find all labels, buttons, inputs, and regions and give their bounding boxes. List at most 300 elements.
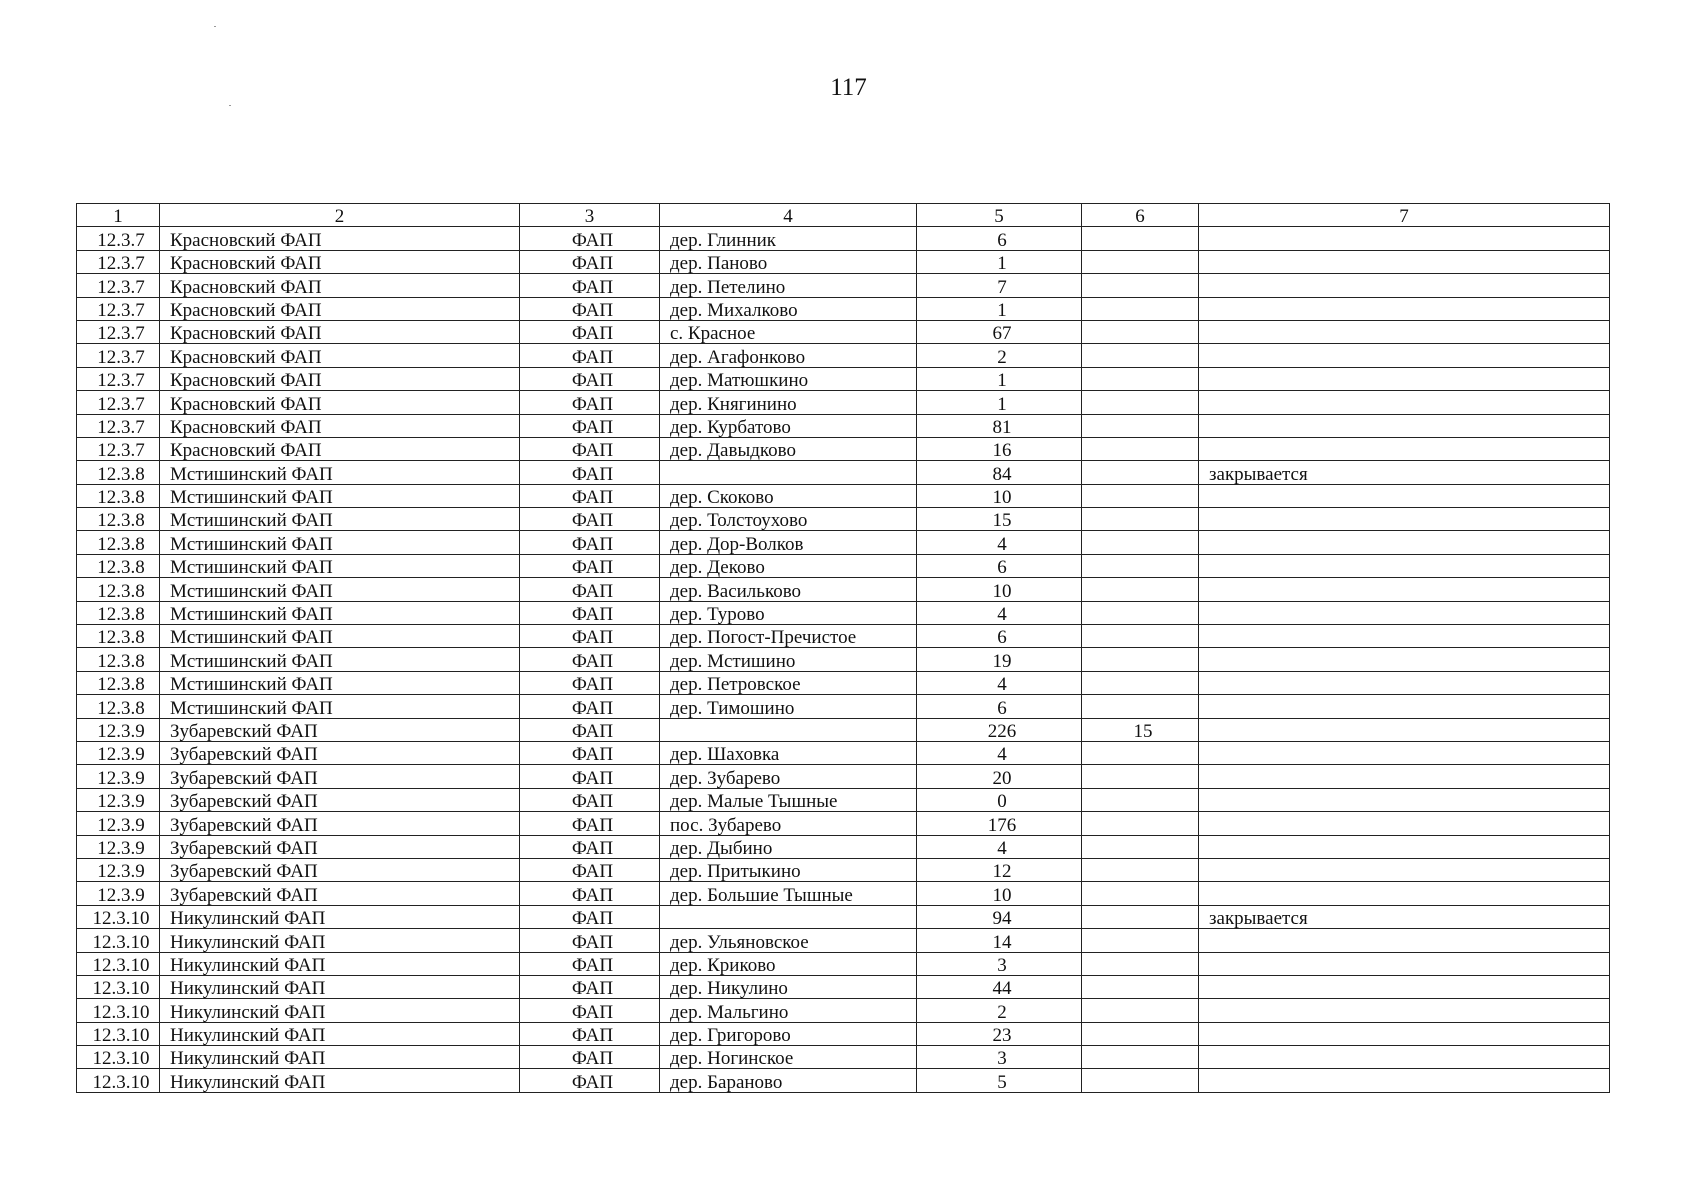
note-cell: закрывается: [1199, 905, 1610, 928]
facility-type-cell: ФАП: [520, 508, 660, 531]
settlement-cell: дер. Бараново: [660, 1069, 917, 1092]
population-cell: 81: [917, 414, 1082, 437]
facility-name-cell: Мстишинский ФАП: [160, 601, 520, 624]
settlement-cell: дер. Ульяновское: [660, 929, 917, 952]
note-cell: [1199, 227, 1610, 250]
note-cell: [1199, 765, 1610, 788]
column-number: 4: [660, 204, 917, 227]
column-6-cell: [1082, 929, 1199, 952]
note-cell: [1199, 344, 1610, 367]
population-cell: 6: [917, 554, 1082, 577]
settlement-cell: дер. Притыкино: [660, 858, 917, 881]
population-cell: 1: [917, 250, 1082, 273]
settlement-cell: дер. Криково: [660, 952, 917, 975]
facility-name-cell: Мстишинский ФАП: [160, 695, 520, 718]
table-row: [77, 952, 1610, 975]
column-6-cell: [1082, 975, 1199, 998]
item-number-cell: 12.3.8: [77, 484, 160, 507]
item-number-cell: 12.3.8: [77, 578, 160, 601]
item-number-cell: 12.3.7: [77, 344, 160, 367]
column-6-cell: [1082, 391, 1199, 414]
column-6-cell: [1082, 741, 1199, 764]
column-6-cell: [1082, 274, 1199, 297]
note-cell: [1199, 508, 1610, 531]
item-number-cell: 12.3.9: [77, 858, 160, 881]
facility-name-cell: Никулинский ФАП: [160, 1046, 520, 1069]
item-number-cell: 12.3.8: [77, 695, 160, 718]
note-cell: [1199, 952, 1610, 975]
item-number-cell: 12.3.9: [77, 835, 160, 858]
facility-type-cell: ФАП: [520, 1069, 660, 1092]
facility-name-cell: Никулинский ФАП: [160, 999, 520, 1022]
item-number-cell: 12.3.10: [77, 905, 160, 928]
population-cell: 20: [917, 765, 1082, 788]
facility-type-cell: ФАП: [520, 952, 660, 975]
column-6-cell: [1082, 578, 1199, 601]
column-6-cell: [1082, 484, 1199, 507]
scan-speck: [229, 105, 231, 106]
item-number-cell: 12.3.8: [77, 625, 160, 648]
population-cell: 23: [917, 1022, 1082, 1045]
facility-type-cell: ФАП: [520, 344, 660, 367]
item-number-cell: 12.3.7: [77, 414, 160, 437]
settlement-cell: дер. Мальгино: [660, 999, 917, 1022]
item-number-cell: 12.3.10: [77, 929, 160, 952]
facility-type-cell: ФАП: [520, 929, 660, 952]
table-row: [77, 508, 1610, 531]
settlement-cell: дер. Михалково: [660, 297, 917, 320]
note-cell: [1199, 320, 1610, 343]
settlement-cell: [660, 905, 917, 928]
population-cell: 0: [917, 788, 1082, 811]
table-row: [77, 601, 1610, 624]
page-number: 117: [830, 74, 867, 101]
settlement-cell: дер. Шаховка: [660, 741, 917, 764]
table-row: [77, 250, 1610, 273]
item-number-cell: 12.3.8: [77, 554, 160, 577]
item-number-cell: 12.3.8: [77, 531, 160, 554]
column-6-cell: 15: [1082, 718, 1199, 741]
note-cell: [1199, 531, 1610, 554]
note-cell: [1199, 578, 1610, 601]
facility-name-cell: Зубаревский ФАП: [160, 741, 520, 764]
item-number-cell: 12.3.9: [77, 882, 160, 905]
note-cell: [1199, 391, 1610, 414]
table-row: [77, 695, 1610, 718]
facility-name-cell: Никулинский ФАП: [160, 905, 520, 928]
population-cell: 3: [917, 1046, 1082, 1069]
table-row: [77, 741, 1610, 764]
facility-type-cell: ФАП: [520, 882, 660, 905]
population-cell: 10: [917, 882, 1082, 905]
settlement-cell: дер. Турово: [660, 601, 917, 624]
item-number-cell: 12.3.8: [77, 461, 160, 484]
facility-type-cell: ФАП: [520, 461, 660, 484]
column-6-cell: [1082, 952, 1199, 975]
note-cell: [1199, 882, 1610, 905]
population-cell: 67: [917, 320, 1082, 343]
population-cell: 1: [917, 367, 1082, 390]
population-cell: 4: [917, 671, 1082, 694]
settlement-cell: дер. Княгинино: [660, 391, 917, 414]
population-cell: 10: [917, 578, 1082, 601]
item-number-cell: 12.3.7: [77, 274, 160, 297]
table-row: [77, 671, 1610, 694]
facility-type-cell: ФАП: [520, 484, 660, 507]
column-6-cell: [1082, 437, 1199, 460]
facility-type-cell: ФАП: [520, 274, 660, 297]
note-cell: [1199, 929, 1610, 952]
facility-type-cell: ФАП: [520, 788, 660, 811]
table-body: [77, 227, 1610, 1092]
column-6-cell: [1082, 227, 1199, 250]
settlement-cell: дер. Агафонково: [660, 344, 917, 367]
population-cell: 4: [917, 835, 1082, 858]
item-number-cell: 12.3.8: [77, 601, 160, 624]
column-6-cell: [1082, 999, 1199, 1022]
facility-name-cell: Красновский ФАП: [160, 320, 520, 343]
population-cell: 7: [917, 274, 1082, 297]
note-cell: [1199, 1046, 1610, 1069]
column-6-cell: [1082, 812, 1199, 835]
table-row: [77, 274, 1610, 297]
note-cell: [1199, 274, 1610, 297]
column-6-cell: [1082, 367, 1199, 390]
note-cell: [1199, 858, 1610, 881]
facility-name-cell: Зубаревский ФАП: [160, 718, 520, 741]
facility-type-cell: ФАП: [520, 648, 660, 671]
facility-type-cell: ФАП: [520, 227, 660, 250]
note-cell: [1199, 367, 1610, 390]
population-cell: 44: [917, 975, 1082, 998]
item-number-cell: 12.3.7: [77, 250, 160, 273]
settlement-cell: дер. Дор-Волков: [660, 531, 917, 554]
table-row: [77, 882, 1610, 905]
table-row: [77, 391, 1610, 414]
item-number-cell: 12.3.10: [77, 1046, 160, 1069]
note-cell: [1199, 648, 1610, 671]
table-row: [77, 367, 1610, 390]
facility-name-cell: Мстишинский ФАП: [160, 578, 520, 601]
table-row: [77, 788, 1610, 811]
facility-type-cell: ФАП: [520, 625, 660, 648]
facility-type-cell: ФАП: [520, 765, 660, 788]
column-6-cell: [1082, 320, 1199, 343]
note-cell: [1199, 414, 1610, 437]
facility-name-cell: Красновский ФАП: [160, 227, 520, 250]
column-6-cell: [1082, 765, 1199, 788]
settlement-cell: дер. Петровское: [660, 671, 917, 694]
population-cell: 1: [917, 297, 1082, 320]
column-6-cell: [1082, 1022, 1199, 1045]
table-row: [77, 297, 1610, 320]
column-6-cell: [1082, 461, 1199, 484]
settlement-cell: дер. Курбатово: [660, 414, 917, 437]
facility-type-cell: ФАП: [520, 531, 660, 554]
item-number-cell: 12.3.7: [77, 437, 160, 460]
settlement-cell: дер. Глинник: [660, 227, 917, 250]
settlement-cell: дер. Скоково: [660, 484, 917, 507]
fap-registry-table: [76, 203, 1610, 1093]
settlement-cell: с. Красное: [660, 320, 917, 343]
population-cell: 15: [917, 508, 1082, 531]
item-number-cell: 12.3.10: [77, 952, 160, 975]
settlement-cell: дер. Дыбино: [660, 835, 917, 858]
item-number-cell: 12.3.7: [77, 227, 160, 250]
note-cell: [1199, 741, 1610, 764]
table-row: [77, 344, 1610, 367]
settlement-cell: дер. Григорово: [660, 1022, 917, 1045]
column-6-cell: [1082, 1046, 1199, 1069]
note-cell: [1199, 297, 1610, 320]
facility-type-cell: ФАП: [520, 718, 660, 741]
population-cell: 14: [917, 929, 1082, 952]
settlement-cell: дер. Погост-Пречистое: [660, 625, 917, 648]
population-cell: 19: [917, 648, 1082, 671]
facility-type-cell: ФАП: [520, 554, 660, 577]
note-cell: [1199, 601, 1610, 624]
column-6-cell: [1082, 508, 1199, 531]
facility-name-cell: Мстишинский ФАП: [160, 554, 520, 577]
table-row: [77, 858, 1610, 881]
population-cell: 3: [917, 952, 1082, 975]
facility-name-cell: Красновский ФАП: [160, 344, 520, 367]
facility-type-cell: ФАП: [520, 578, 660, 601]
facility-type-cell: ФАП: [520, 367, 660, 390]
table-row: [77, 320, 1610, 343]
note-cell: [1199, 999, 1610, 1022]
table-row: [77, 1069, 1610, 1092]
settlement-cell: дер. Никулино: [660, 975, 917, 998]
item-number-cell: 12.3.10: [77, 975, 160, 998]
column-number: 1: [77, 204, 160, 227]
settlement-cell: [660, 718, 917, 741]
column-6-cell: [1082, 905, 1199, 928]
table-row: [77, 765, 1610, 788]
facility-type-cell: ФАП: [520, 999, 660, 1022]
population-cell: 1: [917, 391, 1082, 414]
note-cell: [1199, 1022, 1610, 1045]
table-row: [77, 1022, 1610, 1045]
facility-type-cell: ФАП: [520, 695, 660, 718]
table-row: [77, 975, 1610, 998]
settlement-cell: дер. Васильково: [660, 578, 917, 601]
column-6-cell: [1082, 835, 1199, 858]
item-number-cell: 12.3.9: [77, 788, 160, 811]
population-cell: 2: [917, 344, 1082, 367]
facility-name-cell: Красновский ФАП: [160, 391, 520, 414]
column-6-cell: [1082, 297, 1199, 320]
column-6-cell: [1082, 344, 1199, 367]
facility-name-cell: Красновский ФАП: [160, 250, 520, 273]
population-cell: 94: [917, 905, 1082, 928]
table-row: [77, 718, 1610, 741]
column-number: 5: [917, 204, 1082, 227]
column-6-cell: [1082, 858, 1199, 881]
settlement-cell: дер. Паново: [660, 250, 917, 273]
settlement-cell: дер. Толстоухово: [660, 508, 917, 531]
item-number-cell: 12.3.7: [77, 297, 160, 320]
table-row: [77, 905, 1610, 928]
facility-type-cell: ФАП: [520, 858, 660, 881]
facility-type-cell: ФАП: [520, 975, 660, 998]
population-cell: 12: [917, 858, 1082, 881]
column-number-row: [77, 204, 1610, 227]
population-cell: 84: [917, 461, 1082, 484]
settlement-cell: дер. Матюшкино: [660, 367, 917, 390]
facility-type-cell: ФАП: [520, 812, 660, 835]
note-cell: закрывается: [1199, 461, 1610, 484]
facility-name-cell: Зубаревский ФАП: [160, 812, 520, 835]
column-6-cell: [1082, 554, 1199, 577]
facility-name-cell: Красновский ФАП: [160, 297, 520, 320]
facility-name-cell: Красновский ФАП: [160, 274, 520, 297]
population-cell: 16: [917, 437, 1082, 460]
note-cell: [1199, 437, 1610, 460]
settlement-cell: дер. Деково: [660, 554, 917, 577]
facility-type-cell: ФАП: [520, 250, 660, 273]
facility-name-cell: Мстишинский ФАП: [160, 671, 520, 694]
item-number-cell: 12.3.8: [77, 508, 160, 531]
column-6-cell: [1082, 601, 1199, 624]
population-cell: 6: [917, 227, 1082, 250]
column-6-cell: [1082, 250, 1199, 273]
population-cell: 10: [917, 484, 1082, 507]
table-row: [77, 835, 1610, 858]
item-number-cell: 12.3.8: [77, 671, 160, 694]
item-number-cell: 12.3.9: [77, 812, 160, 835]
facility-type-cell: ФАП: [520, 741, 660, 764]
note-cell: [1199, 975, 1610, 998]
table-row: [77, 1046, 1610, 1069]
note-cell: [1199, 695, 1610, 718]
table-row: [77, 414, 1610, 437]
note-cell: [1199, 671, 1610, 694]
note-cell: [1199, 554, 1610, 577]
table-row: [77, 227, 1610, 250]
column-6-cell: [1082, 1069, 1199, 1092]
facility-type-cell: ФАП: [520, 671, 660, 694]
settlement-cell: дер. Тимошино: [660, 695, 917, 718]
population-cell: 4: [917, 601, 1082, 624]
table-row: [77, 461, 1610, 484]
settlement-cell: [660, 461, 917, 484]
facility-name-cell: Никулинский ФАП: [160, 1069, 520, 1092]
note-cell: [1199, 1069, 1610, 1092]
item-number-cell: 12.3.7: [77, 320, 160, 343]
facility-type-cell: ФАП: [520, 835, 660, 858]
item-number-cell: 12.3.9: [77, 741, 160, 764]
item-number-cell: 12.3.7: [77, 367, 160, 390]
settlement-cell: дер. Большие Тышные: [660, 882, 917, 905]
facility-name-cell: Красновский ФАП: [160, 367, 520, 390]
facility-name-cell: Мстишинский ФАП: [160, 461, 520, 484]
item-number-cell: 12.3.10: [77, 999, 160, 1022]
note-cell: [1199, 812, 1610, 835]
facility-name-cell: Зубаревский ФАП: [160, 882, 520, 905]
facility-name-cell: Мстишинский ФАП: [160, 531, 520, 554]
settlement-cell: пос. Зубарево: [660, 812, 917, 835]
table-row: [77, 999, 1610, 1022]
facility-name-cell: Зубаревский ФАП: [160, 788, 520, 811]
item-number-cell: 12.3.7: [77, 391, 160, 414]
column-6-cell: [1082, 531, 1199, 554]
facility-type-cell: ФАП: [520, 320, 660, 343]
population-cell: 4: [917, 741, 1082, 764]
facility-name-cell: Никулинский ФАП: [160, 1022, 520, 1045]
column-number: 3: [520, 204, 660, 227]
column-number: 7: [1199, 204, 1610, 227]
scan-speck: [214, 26, 216, 27]
note-cell: [1199, 625, 1610, 648]
note-cell: [1199, 788, 1610, 811]
column-6-cell: [1082, 414, 1199, 437]
population-cell: 226: [917, 718, 1082, 741]
population-cell: 2: [917, 999, 1082, 1022]
note-cell: [1199, 718, 1610, 741]
item-number-cell: 12.3.10: [77, 1069, 160, 1092]
facility-name-cell: Мстишинский ФАП: [160, 648, 520, 671]
table-row: [77, 625, 1610, 648]
facility-name-cell: Мстишинский ФАП: [160, 625, 520, 648]
item-number-cell: 12.3.9: [77, 718, 160, 741]
settlement-cell: дер. Зубарево: [660, 765, 917, 788]
table-row: [77, 812, 1610, 835]
settlement-cell: дер. Малые Тышные: [660, 788, 917, 811]
facility-type-cell: ФАП: [520, 601, 660, 624]
item-number-cell: 12.3.10: [77, 1022, 160, 1045]
column-number: 2: [160, 204, 520, 227]
item-number-cell: 12.3.8: [77, 648, 160, 671]
population-cell: 6: [917, 695, 1082, 718]
facility-name-cell: Зубаревский ФАП: [160, 835, 520, 858]
table-row: [77, 554, 1610, 577]
population-cell: 176: [917, 812, 1082, 835]
settlement-cell: дер. Давыдково: [660, 437, 917, 460]
facility-name-cell: Мстишинский ФАП: [160, 484, 520, 507]
column-6-cell: [1082, 695, 1199, 718]
facility-name-cell: Мстишинский ФАП: [160, 508, 520, 531]
column-6-cell: [1082, 788, 1199, 811]
column-number: 6: [1082, 204, 1199, 227]
table-row: [77, 484, 1610, 507]
settlement-cell: дер. Ногинское: [660, 1046, 917, 1069]
facility-type-cell: ФАП: [520, 391, 660, 414]
facility-name-cell: Зубаревский ФАП: [160, 765, 520, 788]
facility-name-cell: Никулинский ФАП: [160, 952, 520, 975]
population-cell: 5: [917, 1069, 1082, 1092]
facility-name-cell: Красновский ФАП: [160, 437, 520, 460]
facility-name-cell: Никулинский ФАП: [160, 929, 520, 952]
table-row: [77, 578, 1610, 601]
column-6-cell: [1082, 671, 1199, 694]
settlement-cell: дер. Петелино: [660, 274, 917, 297]
facility-name-cell: Красновский ФАП: [160, 414, 520, 437]
note-cell: [1199, 250, 1610, 273]
settlement-cell: дер. Мстишино: [660, 648, 917, 671]
column-6-cell: [1082, 625, 1199, 648]
facility-name-cell: Никулинский ФАП: [160, 975, 520, 998]
table-row: [77, 531, 1610, 554]
column-6-cell: [1082, 648, 1199, 671]
table-row: [77, 929, 1610, 952]
note-cell: [1199, 835, 1610, 858]
table-row: [77, 648, 1610, 671]
facility-type-cell: ФАП: [520, 414, 660, 437]
item-number-cell: 12.3.9: [77, 765, 160, 788]
population-cell: 4: [917, 531, 1082, 554]
facility-type-cell: ФАП: [520, 1046, 660, 1069]
